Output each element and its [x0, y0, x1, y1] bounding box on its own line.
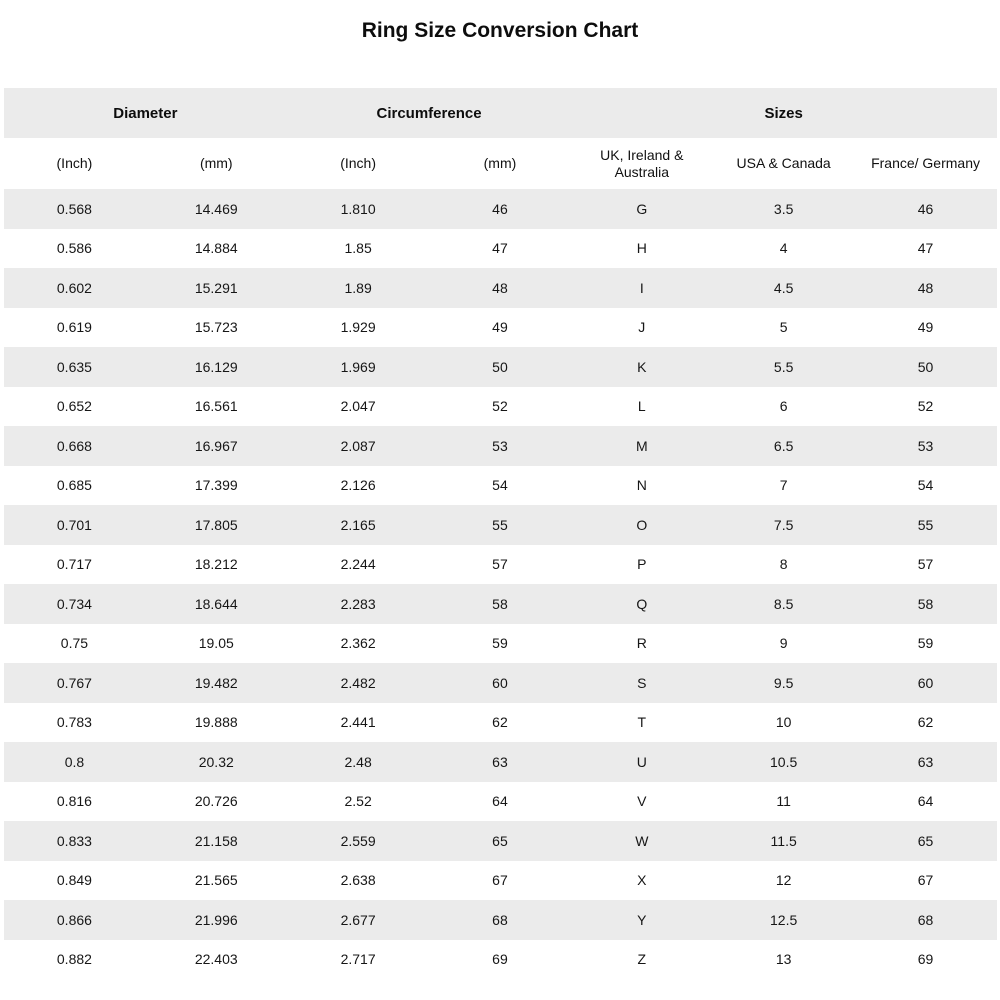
table-cell: 1.810 — [340, 200, 376, 217]
table-cell: 0.701 — [56, 516, 92, 533]
table-cell: 62 — [917, 714, 934, 731]
column-header-circumference-inch: (Inch) — [287, 138, 429, 189]
table-cell: 46 — [492, 200, 508, 217]
table-row — [4, 308, 997, 348]
table-cell: 68 — [917, 911, 934, 928]
table-cell: 67 — [492, 872, 508, 889]
table-cell: 7 — [779, 477, 788, 494]
table-cell: 63 — [492, 753, 508, 770]
table-cell: 53 — [917, 437, 934, 454]
table-cell: 0.866 — [56, 911, 92, 928]
table-cell: 4.5 — [773, 279, 794, 296]
table-row — [4, 584, 997, 624]
table-cell: 4 — [779, 240, 788, 257]
table-cell: 5 — [779, 319, 788, 336]
table-cell: 22.403 — [194, 951, 238, 968]
table-cell: 5.5 — [773, 358, 794, 375]
table-cell: 0.602 — [56, 279, 92, 296]
table-cell: K — [637, 358, 647, 375]
table-cell: Q — [636, 595, 648, 612]
table-cell: T — [637, 714, 647, 731]
group-header-diameter: Diameter — [4, 88, 288, 138]
table-cell: 52 — [492, 398, 508, 415]
table-cell: 68 — [492, 911, 508, 928]
table-cell: 0.767 — [56, 674, 92, 691]
table-cell: 21.158 — [194, 832, 238, 849]
table-cell: 17.805 — [194, 516, 238, 533]
table-cell: 0.568 — [56, 200, 92, 217]
table-cell: 50 — [917, 358, 934, 375]
table-cell: O — [636, 516, 648, 533]
table-row — [4, 940, 997, 980]
table-cell: X — [637, 872, 647, 889]
table-cell: L — [637, 398, 646, 415]
table-cell: U — [636, 753, 647, 770]
table-cell: 57 — [917, 556, 934, 573]
table-cell: 14.469 — [194, 200, 238, 217]
table-cell: W — [635, 832, 649, 849]
table-cell: 2.244 — [340, 556, 376, 573]
table-cell: 6.5 — [773, 437, 794, 454]
table-cell: M — [635, 437, 648, 454]
table-cell: 0.734 — [56, 595, 92, 612]
table-cell: V — [637, 793, 647, 810]
table-cell: 69 — [492, 951, 508, 968]
table-cell: 58 — [917, 595, 934, 612]
table-row — [4, 545, 997, 585]
group-header-sizes: Sizes — [571, 88, 997, 138]
table-cell: 54 — [917, 477, 934, 494]
table-cell: 16.561 — [194, 398, 238, 415]
table-body — [4, 189, 997, 979]
column-header-circumference-mm: (mm) — [429, 138, 571, 189]
table-cell: 2.087 — [340, 437, 376, 454]
table-cell: 2.441 — [340, 714, 376, 731]
table-cell: 48 — [917, 279, 934, 296]
table-cell: 48 — [492, 279, 508, 296]
column-header-usa-canada: USA & Canada — [713, 138, 855, 189]
table-cell: I — [639, 279, 644, 296]
table-cell: 2.677 — [340, 911, 376, 928]
table-cell: 57 — [492, 556, 508, 573]
table-cell: N — [636, 477, 647, 494]
column-header-france-germany: France/ Germany — [855, 138, 997, 189]
table-cell: 2.52 — [344, 793, 372, 810]
table-cell: 9 — [779, 635, 788, 652]
table-cell: 60 — [917, 674, 934, 691]
table-cell: 2.717 — [340, 951, 376, 968]
table-row — [4, 703, 997, 743]
table-cell: 0.75 — [60, 635, 89, 652]
table-cell: H — [636, 240, 647, 257]
table-cell: 2.48 — [344, 753, 372, 770]
table-cell: 0.652 — [56, 398, 92, 415]
column-header-diameter-mm: (mm) — [145, 138, 287, 189]
page-title: Ring Size Conversion Chart — [361, 19, 639, 42]
table-cell: Y — [637, 911, 647, 928]
table-cell: 10 — [775, 714, 792, 731]
table-cell: 64 — [917, 793, 934, 810]
table-cell: 1.89 — [344, 279, 372, 296]
table-cell: 0.586 — [56, 240, 92, 257]
table-cell: 64 — [492, 793, 508, 810]
table-row — [4, 663, 997, 703]
table-cell: 16.967 — [194, 437, 238, 454]
table-cell: 52 — [917, 398, 934, 415]
table-cell: Z — [637, 951, 647, 968]
table-cell: 13 — [775, 951, 792, 968]
table-cell: 15.291 — [194, 279, 238, 296]
table-cell: 0.816 — [56, 793, 92, 810]
table-cell: 17.399 — [194, 477, 238, 494]
table-cell: 0.685 — [56, 477, 92, 494]
table-cell: 55 — [917, 516, 934, 533]
table-row — [4, 347, 997, 387]
ring-size-conversion-table-container — [4, 88, 997, 979]
table-cell: 0.717 — [56, 556, 92, 573]
table-row — [4, 466, 997, 506]
table-cell: 7.5 — [773, 516, 794, 533]
table-cell: 11 — [776, 793, 791, 810]
table-row — [4, 861, 997, 901]
table-cell: 11.5 — [770, 832, 797, 849]
table-cell: 53 — [492, 437, 508, 454]
table-cell: J — [638, 319, 646, 336]
table-cell: 15.723 — [194, 319, 238, 336]
table-cell: 14.884 — [194, 240, 238, 257]
table-cell: R — [636, 635, 647, 652]
table-cell: 1.929 — [340, 319, 376, 336]
table-cell: 65 — [917, 832, 934, 849]
table-cell: 2.362 — [340, 635, 376, 652]
column-header-diameter-inch: (Inch) — [4, 138, 146, 189]
table-cell: 0.668 — [56, 437, 92, 454]
table-cell: 2.559 — [340, 832, 376, 849]
table-cell: 0.8 — [64, 753, 85, 770]
table-cell: 58 — [492, 595, 508, 612]
table-cell: 67 — [917, 872, 934, 889]
table-row — [4, 268, 997, 308]
table-cell: 0.833 — [56, 832, 92, 849]
table-column-header-row — [4, 138, 997, 189]
table-cell: 1.85 — [344, 240, 372, 257]
table-cell: 49 — [917, 319, 934, 336]
table-cell: 59 — [917, 635, 934, 652]
table-cell: 0.882 — [56, 951, 92, 968]
table-cell: 47 — [917, 240, 934, 257]
table-cell: 2.047 — [340, 398, 376, 415]
group-header-circumference: Circumference — [287, 88, 571, 138]
table-cell: 8.5 — [773, 595, 794, 612]
table-group-header-row — [4, 88, 997, 138]
table-cell: 60 — [492, 674, 508, 691]
table-cell: 65 — [492, 832, 508, 849]
table-cell: 16.129 — [194, 358, 238, 375]
table-cell: 62 — [492, 714, 508, 731]
table-cell: 2.638 — [340, 872, 376, 889]
table-cell: 0.619 — [56, 319, 92, 336]
table-row — [4, 505, 997, 545]
table-cell: 2.482 — [340, 674, 376, 691]
table-cell: 0.635 — [56, 358, 92, 375]
table-cell: 2.165 — [340, 516, 376, 533]
table-cell: 6 — [779, 398, 788, 415]
table-cell: 49 — [492, 319, 508, 336]
table-row — [4, 624, 997, 664]
table-cell: 63 — [917, 753, 934, 770]
column-header-uk-ireland-australia: UK, Ireland & Australia — [571, 138, 713, 189]
table-cell: 0.783 — [56, 714, 92, 731]
table-row — [4, 387, 997, 427]
table-cell: 3.5 — [773, 200, 794, 217]
table-cell: 20.32 — [198, 753, 234, 770]
table-cell: P — [637, 556, 647, 573]
table-cell: 1.969 — [340, 358, 376, 375]
table-cell: 47 — [492, 240, 508, 257]
table-cell: 54 — [492, 477, 508, 494]
table-row — [4, 426, 997, 466]
table-row — [4, 900, 997, 940]
table-cell: 18.644 — [194, 595, 238, 612]
table-cell: 50 — [492, 358, 508, 375]
table-cell: 19.05 — [198, 635, 234, 652]
table-row — [4, 742, 997, 782]
table-row — [4, 229, 997, 269]
table-cell: 8 — [779, 556, 788, 573]
table-cell: 12.5 — [770, 911, 798, 928]
table-cell: 9.5 — [773, 674, 794, 691]
table-cell: S — [637, 674, 647, 691]
table-cell: 19.482 — [194, 674, 238, 691]
ring-size-conversion-table — [4, 88, 997, 979]
table-cell: 2.283 — [340, 595, 376, 612]
table-cell: 46 — [917, 200, 934, 217]
table-cell: 10.5 — [770, 753, 798, 770]
table-row — [4, 189, 997, 229]
table-cell: 12 — [775, 872, 792, 889]
table-cell: 20.726 — [194, 793, 238, 810]
table-cell: G — [636, 200, 648, 217]
table-cell: 69 — [917, 951, 934, 968]
table-cell: 21.565 — [194, 872, 238, 889]
table-cell: 19.888 — [194, 714, 238, 731]
table-cell: 18.212 — [194, 556, 238, 573]
table-row — [4, 782, 997, 822]
table-cell: 21.996 — [194, 911, 238, 928]
table-cell: 2.126 — [340, 477, 376, 494]
table-cell: 0.849 — [56, 872, 92, 889]
table-cell: 55 — [492, 516, 508, 533]
table-row — [4, 821, 997, 861]
table-cell: 59 — [492, 635, 508, 652]
